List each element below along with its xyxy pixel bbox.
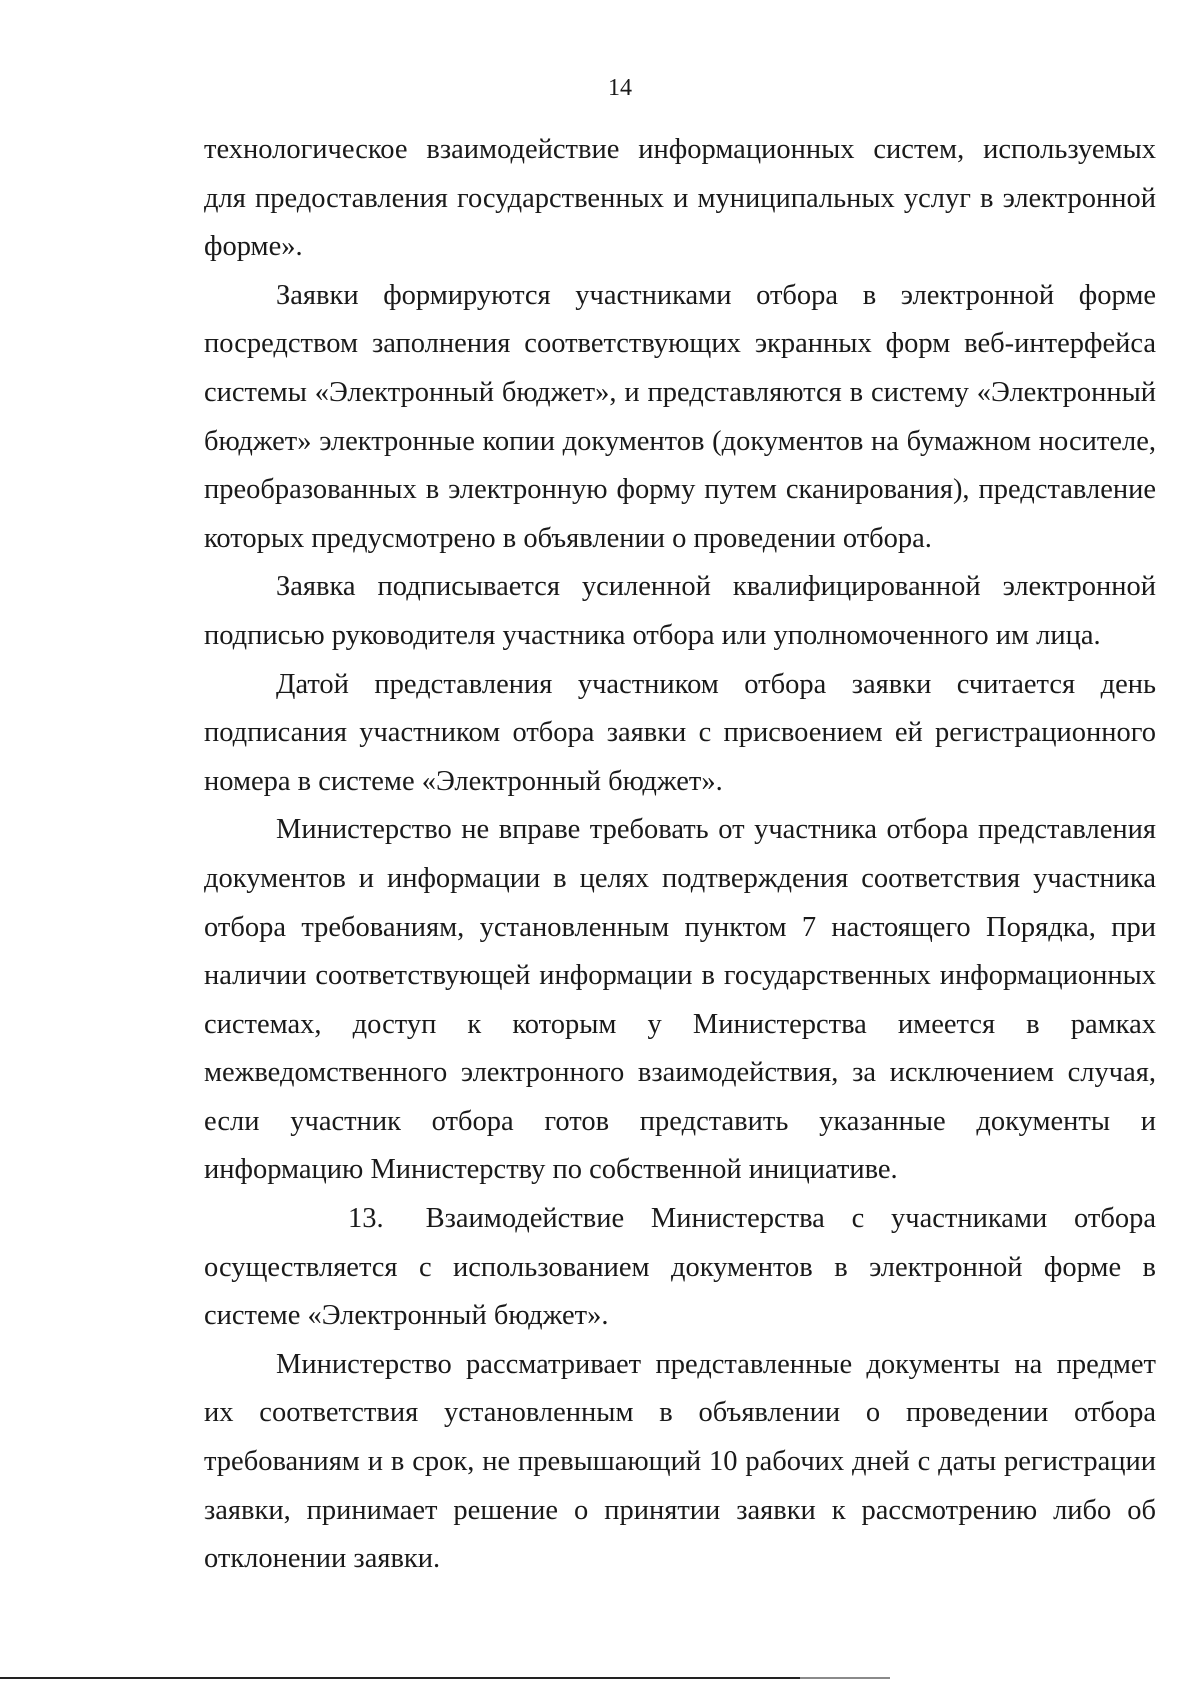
paragraph-application-forming: Заявки формируются участниками отбора в электронной форме посредством заполнения соответствующих экранных форм веб-интерфейса системы «Электронный бюджет», и представляются в систему «Электронный бюджет» электронные копии документов (документов на бумажном носителе, преобразованных в электронную форму путем сканирования), представление которых предусмотрено в объявлении о проведении отбора. — [204, 279, 1156, 554]
paragraph-application-signing: Заявка подписывается усиленной квалифицированной электронной подписью руководителя участника отбора или уполномоченного им лица. — [204, 571, 1156, 651]
scan-bottom-edge-line — [0, 1677, 800, 1679]
paragraph-continuation: технологическое взаимодействие информационных систем, используемых для предоставления государственных и муниципальных услуг в электронной форме». — [204, 134, 1156, 263]
clause-13-text: Взаимодействие Министерства с участниками отбора осуществляется с использованием документов в электронной форме в системе «Электронный бюджет». — [204, 1203, 1156, 1332]
document-body — [204, 126, 1156, 1584]
paragraph-submission-date: Датой представления участником отбора заявки считается день подписания участником отбора заявки с присвоением ей регистрационного номера в системе «Электронный бюджет». — [204, 668, 1156, 797]
clause-number: 13. — [348, 1203, 384, 1235]
paragraph-ministry-restrictions: Министерство не вправе требовать от участника отбора представления документов и информации в целях подтверждения соответствия участника отбора требованиям, установленным пунктом 7 настоящего Порядка, при наличии соответствующей информации в государственных информационных системах, доступ к которым у Министерства имеется в рамках межведомственного электронного взаимодействия, за исключением случая, если участник отбора готов представить указанные документы и информацию Министерству по собственной инициативе. — [204, 814, 1156, 1186]
paragraph-ministry-review: Министерство рассматривает представленные документы на предмет их соответствия установленным в объявлении о проведении отбора требованиям и в срок, не превышающий 10 рабочих дней с даты регистрации заявки, принимает решение о принятии заявки к рассмотрению либо об отклонении заявки. — [204, 1348, 1156, 1575]
clause-13 — [204, 1195, 1156, 1341]
page-number: 14 — [608, 75, 632, 101]
scan-bottom-edge-line-faint — [800, 1677, 890, 1679]
